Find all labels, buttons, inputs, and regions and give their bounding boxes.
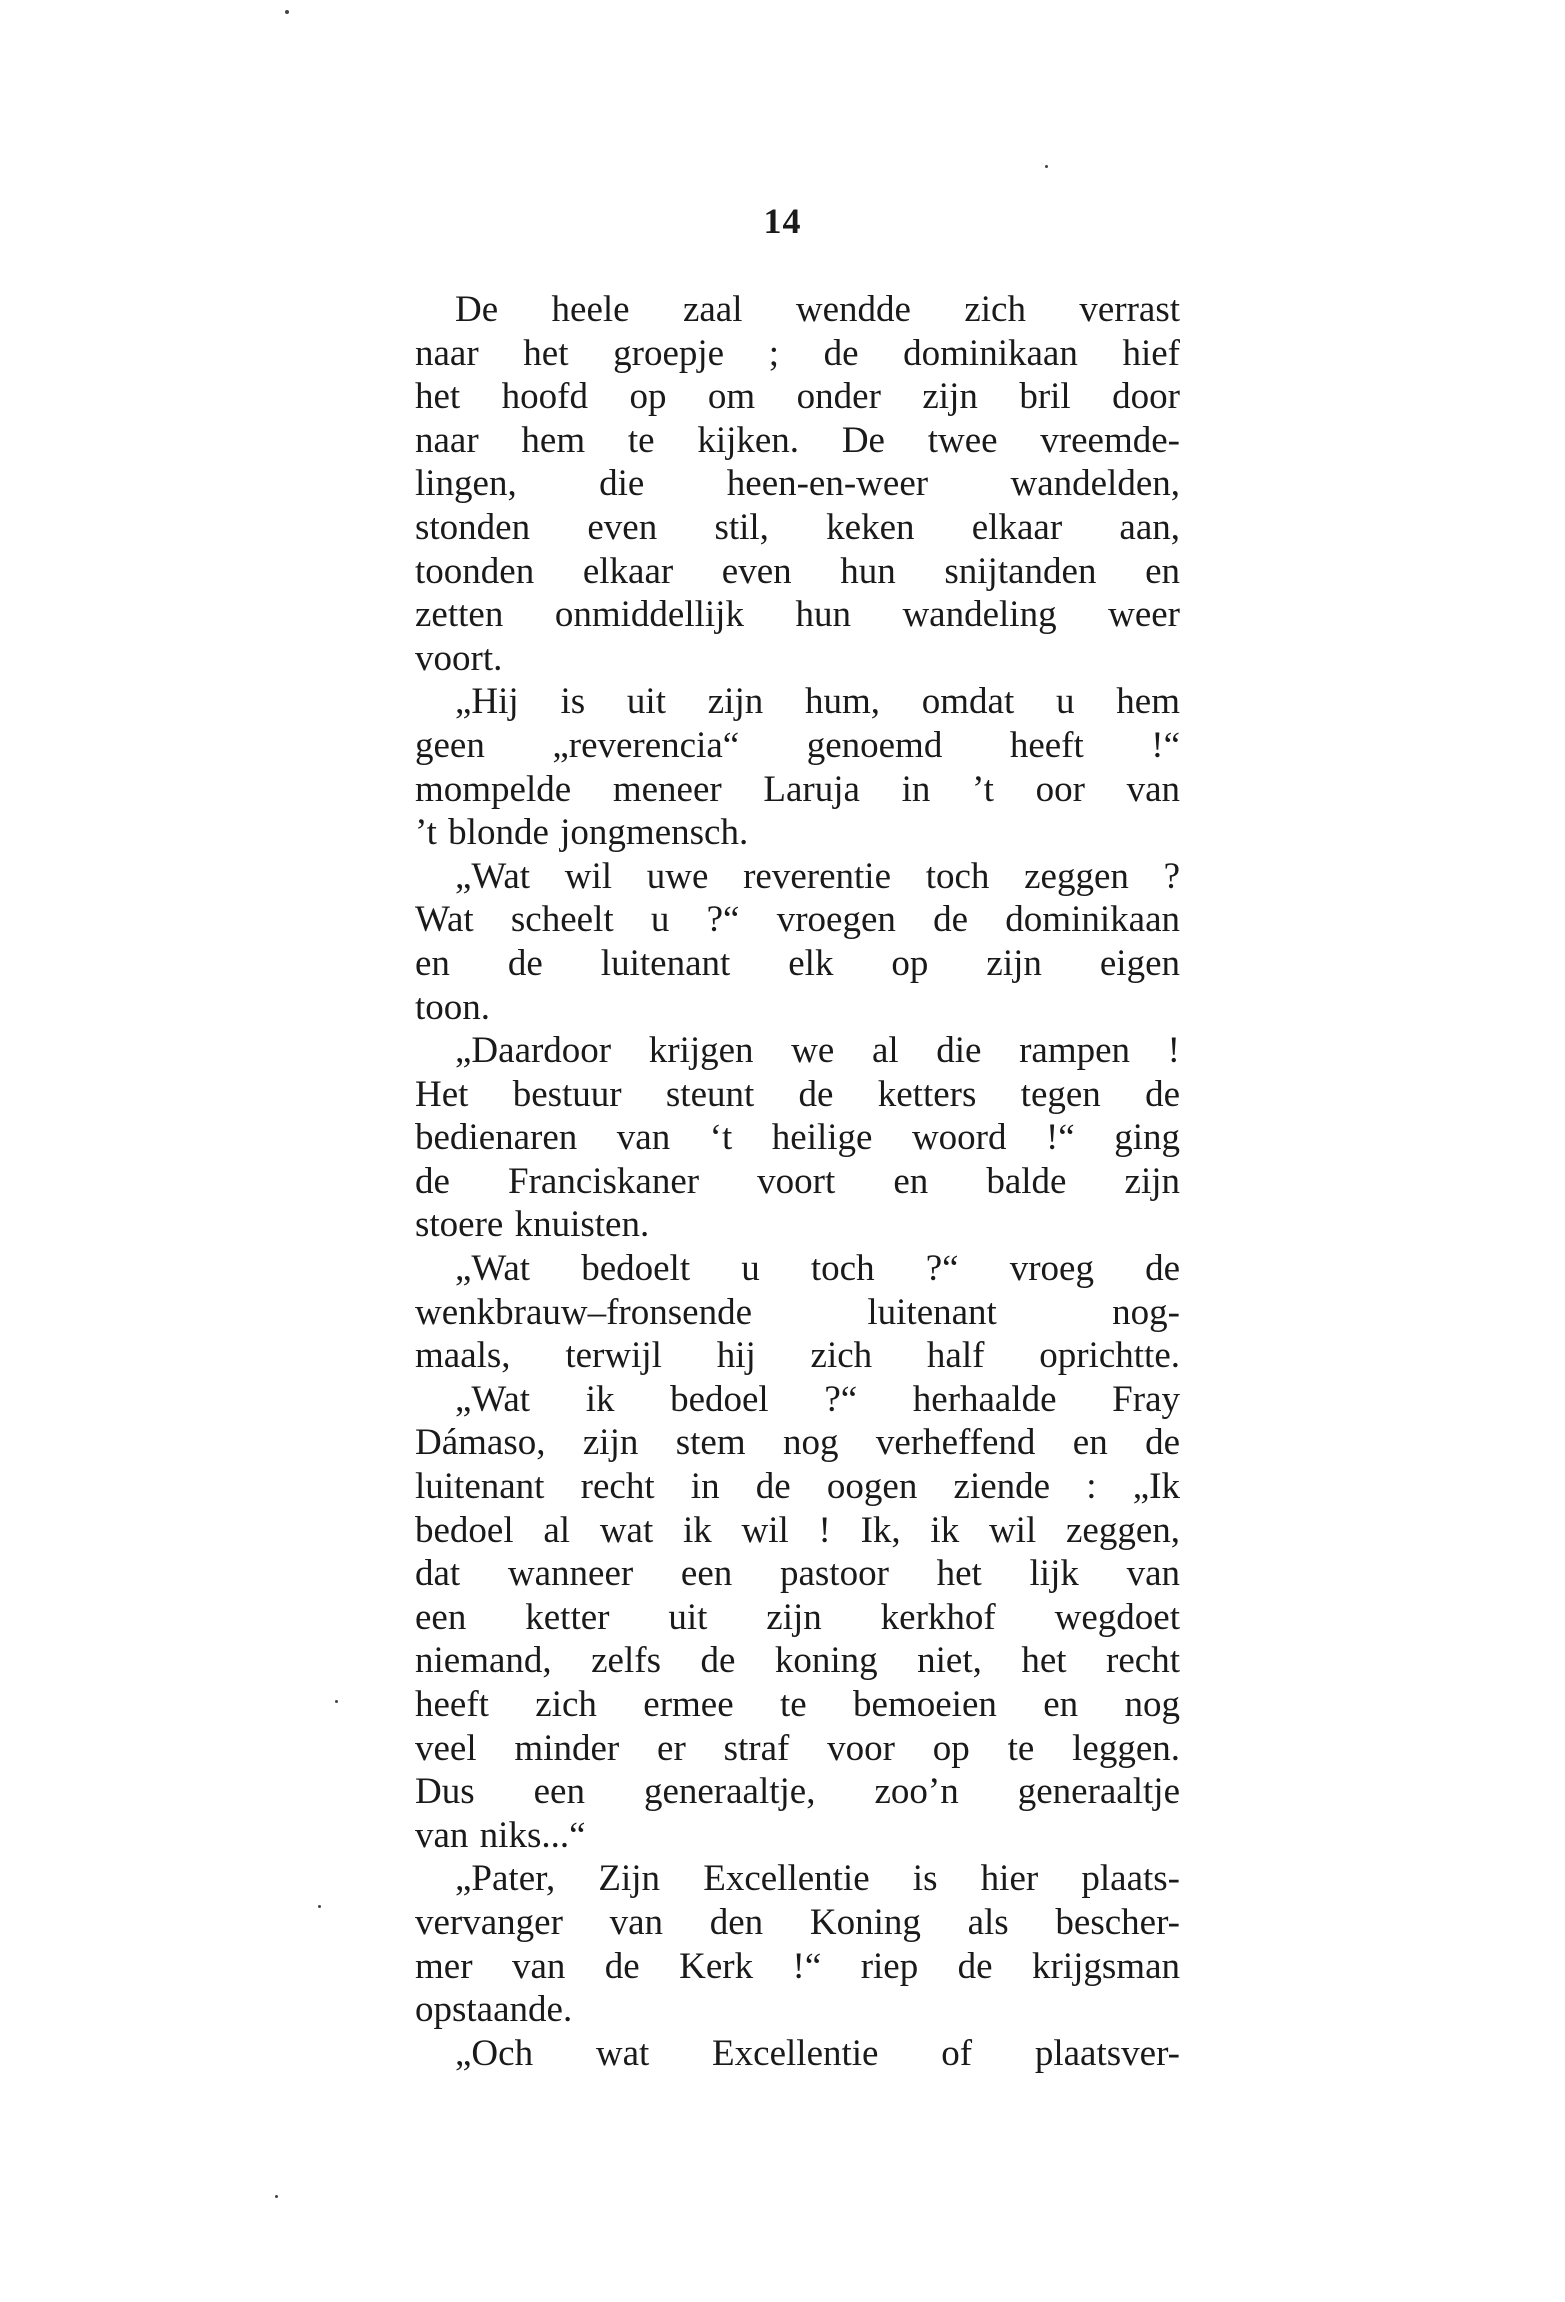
text-line: Het bestuur steunt de ketters tegen de xyxy=(415,1073,1180,1115)
text-line: stonden even stil, keken elkaar aan, xyxy=(415,506,1180,548)
text-line: luitenant recht in de oogen ziende : „Ik xyxy=(415,1466,1180,1508)
text-line: toon. xyxy=(415,986,491,1028)
text-line: „Wat bedoelt u toch ?“ vroeg de xyxy=(455,1248,1180,1290)
text-line: Dámaso, zijn stem nog verheffend en de xyxy=(415,1422,1180,1464)
text-line: naar het groepje ; de dominikaan hief xyxy=(415,332,1180,374)
text-line: „Pater, Zijn Excellentie is hier plaats- xyxy=(455,1858,1180,1900)
ink-speck xyxy=(335,1700,338,1703)
text-line: stoere knuisten. xyxy=(415,1204,650,1246)
text-line: „Daardoor krijgen we al die rampen ! xyxy=(455,1030,1180,1072)
text-line: voort. xyxy=(415,637,503,679)
ink-speck xyxy=(285,10,289,14)
text-line: een ketter uit zijn kerkhof wegdoet xyxy=(415,1596,1180,1638)
text-line: opstaande. xyxy=(415,1989,573,2031)
text-line: geen „reverencia“ genoemd heeft !“ xyxy=(415,724,1180,766)
text-line: mer van de Kerk !“ riep de krijgsman xyxy=(415,1945,1180,1987)
text-line: en de luitenant elk op zijn eigen xyxy=(415,942,1180,984)
text-line: „Wat wil uwe reverentie toch zeggen ? xyxy=(455,855,1180,897)
text-line: de Franciskaner voort en balde zijn xyxy=(415,1160,1180,1202)
text-line: Wat scheelt u ?“ vroegen de dominikaan xyxy=(415,899,1180,941)
text-line: bedienaren van ‘t heilige woord !“ ging xyxy=(415,1117,1180,1159)
text-line: maals, terwijl hij zich half oprichtte. xyxy=(415,1335,1180,1377)
text-line: niemand, zelfs de koning niet, het recht xyxy=(415,1640,1180,1682)
text-line: het hoofd op om onder zijn bril door xyxy=(415,376,1180,418)
text-line: Dus een generaaltje, zoo’n generaaltje xyxy=(415,1771,1180,1813)
text-line: heeft zich ermee te bemoeien en nog xyxy=(415,1684,1180,1725)
body-text xyxy=(415,288,1180,2075)
text-line: zetten onmiddellijk hun wandeling weer xyxy=(415,594,1180,636)
text-line: toonden elkaar even hun snijtanden en xyxy=(415,550,1180,592)
text-line: „Och wat Excellentie of plaatsver- xyxy=(455,2032,1180,2074)
text-line: wenkbrauw–fronsende luitenant nog- xyxy=(415,1291,1180,1333)
text-line: lingen, die heen-en-weer wandelden, xyxy=(415,463,1180,505)
text-line: De heele zaal wendde zich verrast xyxy=(455,289,1180,330)
text-line: bedoel al wat ik wil ! Ik, ik wil zeggen, xyxy=(415,1509,1180,1551)
text-line: vervanger van den Koning als bescher- xyxy=(415,1901,1180,1943)
ink-speck xyxy=(318,1905,321,1908)
page-number: 14 xyxy=(763,201,802,241)
text-line: „Hij is uit zijn hum, omdat u hem xyxy=(455,681,1180,723)
text-line: van niks...“ xyxy=(415,1814,586,1856)
text-line: ’t blonde jongmensch. xyxy=(415,812,749,854)
ink-speck xyxy=(275,2195,278,2198)
text-line: „Wat ik bedoel ?“ herhaalde Fray xyxy=(455,1378,1180,1420)
text-line: naar hem te kijken. De twee vreemde- xyxy=(415,419,1180,461)
text-line: mompelde meneer Laruja in ’t oor van xyxy=(415,768,1180,810)
text-line: dat wanneer een pastoor het lijk van xyxy=(415,1553,1180,1595)
text-line: veel minder er straf voor op te leggen. xyxy=(415,1727,1180,1769)
ink-speck xyxy=(1045,165,1048,168)
